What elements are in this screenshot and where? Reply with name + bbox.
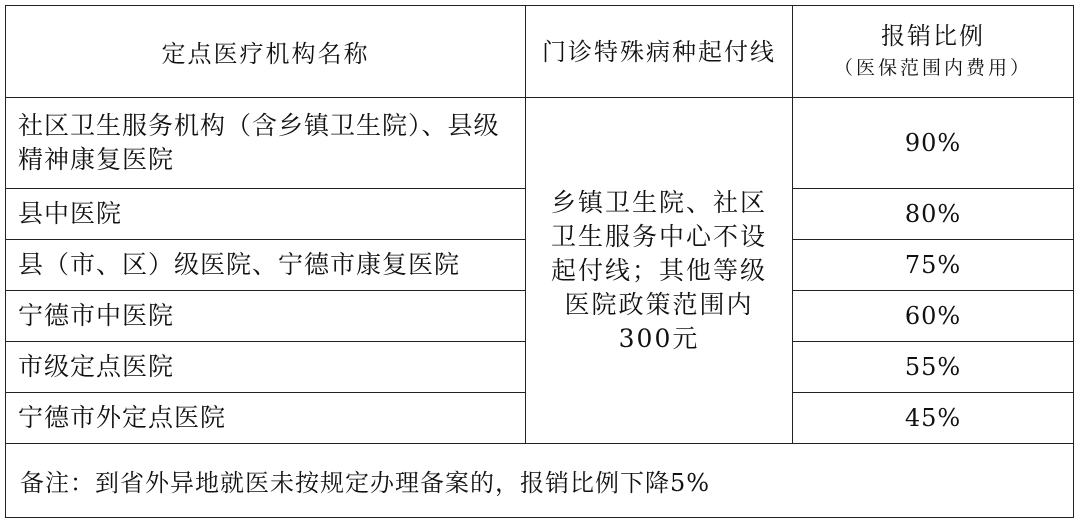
ratio-cell: 75%: [793, 240, 1074, 291]
note-cell: 备注：到省外异地就医未按规定办理备案的，报销比例下降5%: [6, 444, 1074, 518]
ratio-cell: 80%: [793, 189, 1074, 240]
ratio-cell: 60%: [793, 291, 1074, 342]
ratio-cell: 55%: [793, 342, 1074, 393]
header-ratio-label: 报销比例: [881, 21, 985, 50]
note-row: [6, 444, 1074, 518]
ratio-cell: 90%: [793, 98, 1074, 189]
header-threshold: 门诊特殊病种起付线: [526, 6, 793, 98]
institution-name-cell: 社区卫生服务机构（含乡镇卫生院）、县级精神康复医院: [6, 98, 526, 189]
institution-name-cell: 宁德市外定点医院: [6, 393, 526, 444]
header-institution-name: 定点医疗机构名称: [6, 6, 526, 98]
institution-name-cell: 宁德市中医院: [6, 291, 526, 342]
threshold-cell: 乡镇卫生院、社区卫生服务中心不设起付线；其他等级医院政策范围内300元: [526, 98, 793, 444]
header-ratio: [793, 6, 1074, 98]
ratio-cell: 45%: [793, 393, 1074, 444]
reimbursement-policy-table: [5, 5, 1074, 518]
institution-name-cell: 县中医院: [6, 189, 526, 240]
header-ratio-sub: （医保范围内费用）: [833, 56, 1032, 79]
institution-name-cell: 市级定点医院: [6, 342, 526, 393]
table-row: [6, 98, 1074, 189]
table-header-row: [6, 6, 1074, 98]
institution-name-cell: 县（市、区）级医院、宁德市康复医院: [6, 240, 526, 291]
